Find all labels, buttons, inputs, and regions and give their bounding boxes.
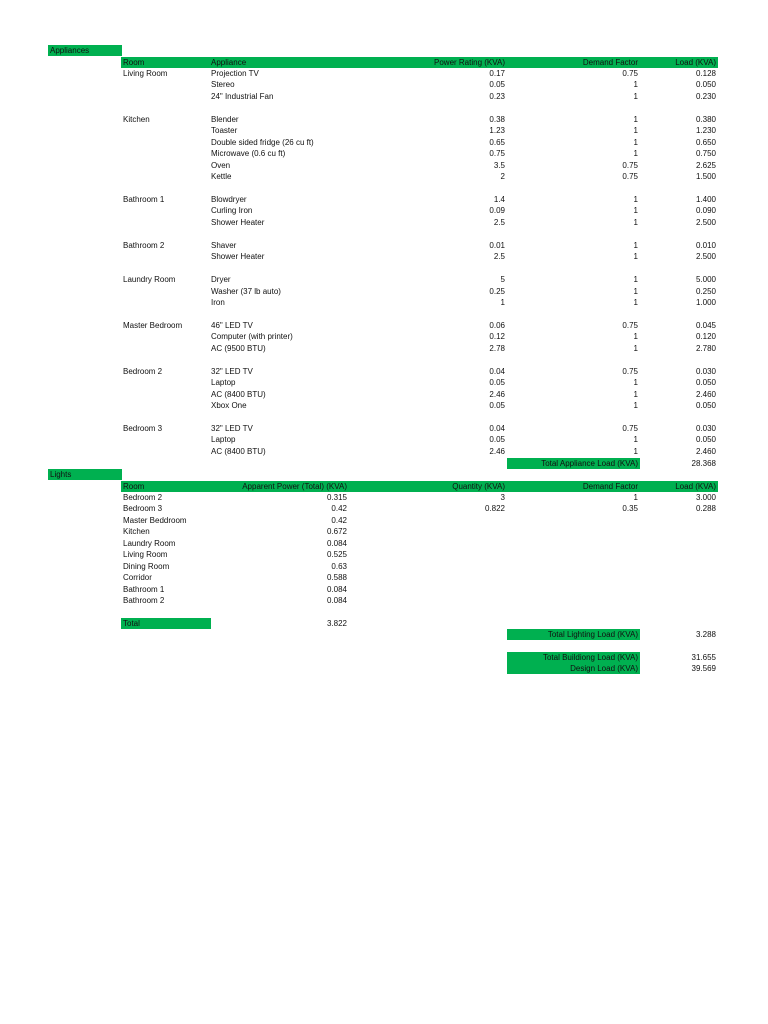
appliance-power-cell: 0.05 [489, 401, 505, 410]
appliance-power-cell: 0.23 [489, 92, 505, 101]
appliance-load-cell: 2.500 [695, 218, 716, 227]
appliance-demand-cell: 1 [633, 218, 638, 227]
appliance-power-cell: 1.23 [489, 126, 505, 135]
appliance-name-cell: Shaver [211, 241, 237, 250]
appliance-load-cell: 0.050 [695, 401, 716, 410]
appliance-demand-cell: 0.75 [622, 172, 638, 181]
appliance-load-cell: 0.030 [695, 367, 716, 376]
light-load-cell: 0.288 [695, 504, 716, 513]
appliance-load-cell: 1.500 [695, 172, 716, 181]
appliance-name-cell: Shower Heater [211, 218, 265, 227]
appliance-load-cell: 2.780 [695, 344, 716, 353]
appliance-name-cell: Double sided fridge (26 cu ft) [211, 138, 314, 147]
light-room-cell: Master Beddroom [123, 516, 187, 525]
light-room-cell: Dining Room [123, 562, 170, 571]
light-apparent-cell: 0.42 [331, 504, 347, 513]
appliance-demand-cell: 1 [633, 332, 638, 341]
total-appliance-load-label: Total Appliance Load (KVA) [507, 458, 640, 469]
appliance-room-cell: Master Bedroom [123, 321, 183, 330]
appliance-load-cell: 0.650 [695, 138, 716, 147]
appliances-header-power: Power Rating (KVA) [434, 58, 505, 67]
appliance-name-cell: Dryer [211, 275, 231, 284]
light-room-cell: Laundry Room [123, 539, 176, 548]
appliance-demand-cell: 1 [633, 195, 638, 204]
appliance-load-cell: 2.500 [695, 252, 716, 261]
appliance-demand-cell: 1 [633, 390, 638, 399]
total-lighting-load-value: 3.288 [695, 630, 716, 639]
total-building-load-value: 31.655 [691, 653, 716, 662]
appliance-load-cell: 1.400 [695, 195, 716, 204]
light-room-cell: Bedroom 3 [123, 504, 163, 513]
appliance-load-cell: 0.050 [695, 435, 716, 444]
appliance-name-cell: Kettle [211, 172, 232, 181]
appliance-power-cell: 0.05 [489, 378, 505, 387]
appliance-name-cell: AC (9500 BTU) [211, 344, 266, 353]
appliance-demand-cell: 1 [633, 115, 638, 124]
appliances-header-room: Room [123, 58, 145, 67]
appliance-power-cell: 1.4 [493, 195, 505, 204]
lights-header-quantity: Quantity (KVA) [452, 482, 505, 491]
appliance-power-cell: 2.46 [489, 390, 505, 399]
light-quantity-cell: 0.822 [484, 504, 505, 513]
appliance-power-cell: 2.46 [489, 447, 505, 456]
appliance-power-cell: 0.05 [489, 80, 505, 89]
appliance-name-cell: AC (8400 BTU) [211, 390, 266, 399]
appliance-load-cell: 0.050 [695, 80, 716, 89]
appliance-room-cell: Bedroom 3 [123, 424, 163, 433]
appliance-room-cell: Laundry Room [123, 275, 176, 284]
appliance-demand-cell: 1 [633, 252, 638, 261]
lights-header-demand: Demand Factor [582, 482, 638, 491]
appliance-name-cell: Iron [211, 298, 225, 307]
appliance-load-cell: 1.230 [695, 126, 716, 135]
appliance-name-cell: Toaster [211, 126, 238, 135]
design-load-label: Design Load (KVA) [507, 663, 640, 674]
light-room-cell: Bathroom 2 [123, 596, 165, 605]
appliance-power-cell: 0.09 [489, 206, 505, 215]
appliance-room-cell: Bathroom 2 [123, 241, 165, 250]
appliance-name-cell: Blender [211, 115, 239, 124]
appliance-name-cell: Computer (with printer) [211, 332, 293, 341]
total-building-load-label: Total Buildiong Load (KVA) [507, 652, 640, 663]
lights-total-label: Total [121, 618, 211, 629]
lights-section-label: Lights [48, 469, 122, 480]
appliance-load-cell: 1.000 [695, 298, 716, 307]
appliance-load-cell: 0.128 [695, 69, 716, 78]
light-room-cell: Living Room [123, 550, 168, 559]
appliance-name-cell: 32" LED TV [211, 367, 253, 376]
appliance-power-cell: 3.5 [493, 161, 505, 170]
lights-header-load: Load (KVA) [675, 482, 716, 491]
appliance-power-cell: 2 [500, 172, 505, 181]
appliance-demand-cell: 0.75 [622, 424, 638, 433]
appliance-power-cell: 0.04 [489, 424, 505, 433]
appliances-section-label: Appliances [48, 45, 122, 56]
appliance-load-cell: 2.625 [695, 161, 716, 170]
light-apparent-cell: 0.525 [326, 550, 347, 559]
appliance-name-cell: Microwave (0.6 cu ft) [211, 149, 286, 158]
appliance-power-cell: 0.04 [489, 367, 505, 376]
appliance-power-cell: 0.12 [489, 332, 505, 341]
light-room-cell: Corridor [123, 573, 152, 582]
appliance-demand-cell: 1 [633, 149, 638, 158]
appliance-demand-cell: 1 [633, 92, 638, 101]
total-lighting-load-label: Total Lighting Load (KVA) [507, 629, 640, 640]
appliances-header-appliance: Appliance [211, 58, 247, 67]
appliance-power-cell: 5 [500, 275, 505, 284]
appliance-name-cell: 32" LED TV [211, 424, 253, 433]
design-load-value: 39.569 [691, 664, 716, 673]
appliance-power-cell: 0.05 [489, 435, 505, 444]
appliance-name-cell: 24" Industrial Fan [211, 92, 274, 101]
appliance-demand-cell: 0.75 [622, 161, 638, 170]
light-room-cell: Bedroom 2 [123, 493, 163, 502]
total-appliance-load-value: 28.368 [691, 459, 716, 468]
appliance-demand-cell: 1 [633, 378, 638, 387]
light-room-cell: Bathroom 1 [123, 585, 165, 594]
appliance-load-cell: 0.380 [695, 115, 716, 124]
appliance-power-cell: 0.17 [489, 69, 505, 78]
appliance-power-cell: 2.78 [489, 344, 505, 353]
appliance-demand-cell: 1 [633, 401, 638, 410]
appliance-demand-cell: 1 [633, 126, 638, 135]
appliance-demand-cell: 1 [633, 344, 638, 353]
appliance-name-cell: Xbox One [211, 401, 247, 410]
appliance-demand-cell: 1 [633, 447, 638, 456]
appliance-power-cell: 0.25 [489, 287, 505, 296]
appliance-load-cell: 0.230 [695, 92, 716, 101]
appliance-power-cell: 2.5 [493, 218, 505, 227]
appliance-name-cell: Stereo [211, 80, 235, 89]
appliance-load-cell: 0.090 [695, 206, 716, 215]
light-demand-cell: 1 [633, 493, 638, 502]
light-demand-cell: 0.35 [622, 504, 638, 513]
appliance-load-cell: 2.460 [695, 447, 716, 456]
appliance-demand-cell: 0.75 [622, 69, 638, 78]
appliance-demand-cell: 1 [633, 80, 638, 89]
appliance-load-cell: 5.000 [695, 275, 716, 284]
appliance-power-cell: 1 [500, 298, 505, 307]
appliance-load-cell: 0.050 [695, 378, 716, 387]
lights-header-apparent: Apparent Power (Total) (KVA) [242, 482, 347, 491]
light-load-cell: 3.000 [695, 493, 716, 502]
appliance-power-cell: 0.06 [489, 321, 505, 330]
appliance-name-cell: Washer (37 lb auto) [211, 287, 281, 296]
appliance-name-cell: Curling Iron [211, 206, 253, 215]
appliances-header-load: Load (KVA) [675, 58, 716, 67]
appliance-demand-cell: 1 [633, 275, 638, 284]
light-apparent-cell: 0.315 [326, 493, 347, 502]
appliance-power-cell: 2.5 [493, 252, 505, 261]
appliance-demand-cell: 1 [633, 241, 638, 250]
appliance-name-cell: Shower Heater [211, 252, 265, 261]
appliance-name-cell: 46" LED TV [211, 321, 253, 330]
appliance-demand-cell: 0.75 [622, 367, 638, 376]
appliance-name-cell: Projection TV [211, 69, 259, 78]
appliance-name-cell: Laptop [211, 435, 236, 444]
appliance-power-cell: 0.65 [489, 138, 505, 147]
appliance-load-cell: 0.030 [695, 424, 716, 433]
appliance-load-cell: 0.045 [695, 321, 716, 330]
appliance-load-cell: 0.250 [695, 287, 716, 296]
appliance-power-cell: 0.01 [489, 241, 505, 250]
light-apparent-cell: 0.084 [326, 539, 347, 548]
appliance-demand-cell: 1 [633, 287, 638, 296]
appliance-room-cell: Bedroom 2 [123, 367, 163, 376]
appliance-demand-cell: 1 [633, 206, 638, 215]
appliance-room-cell: Living Room [123, 69, 168, 78]
light-apparent-cell: 0.672 [326, 527, 347, 536]
appliance-load-cell: 2.460 [695, 390, 716, 399]
appliances-header-demand: Demand Factor [582, 58, 638, 67]
light-room-cell: Kitchen [123, 527, 150, 536]
appliance-demand-cell: 1 [633, 138, 638, 147]
lights-header-room: Room [123, 482, 145, 491]
appliance-name-cell: Blowdryer [211, 195, 247, 204]
appliance-room-cell: Kitchen [123, 115, 150, 124]
appliance-name-cell: Oven [211, 161, 231, 170]
appliance-name-cell: AC (8400 BTU) [211, 447, 266, 456]
appliance-demand-cell: 1 [633, 435, 638, 444]
appliance-name-cell: Laptop [211, 378, 236, 387]
light-quantity-cell: 3 [500, 493, 505, 502]
appliance-demand-cell: 0.75 [622, 321, 638, 330]
light-apparent-cell: 0.588 [326, 573, 347, 582]
light-apparent-cell: 0.63 [331, 562, 347, 571]
appliance-room-cell: Bathroom 1 [123, 195, 165, 204]
appliance-load-cell: 0.120 [695, 332, 716, 341]
lights-total-value: 3.822 [326, 619, 347, 628]
appliance-load-cell: 0.010 [695, 241, 716, 250]
appliance-power-cell: 0.75 [489, 149, 505, 158]
light-apparent-cell: 0.084 [326, 596, 347, 605]
appliance-demand-cell: 1 [633, 298, 638, 307]
light-apparent-cell: 0.42 [331, 516, 347, 525]
appliance-load-cell: 0.750 [695, 149, 716, 158]
appliance-power-cell: 0.38 [489, 115, 505, 124]
light-apparent-cell: 0.084 [326, 585, 347, 594]
